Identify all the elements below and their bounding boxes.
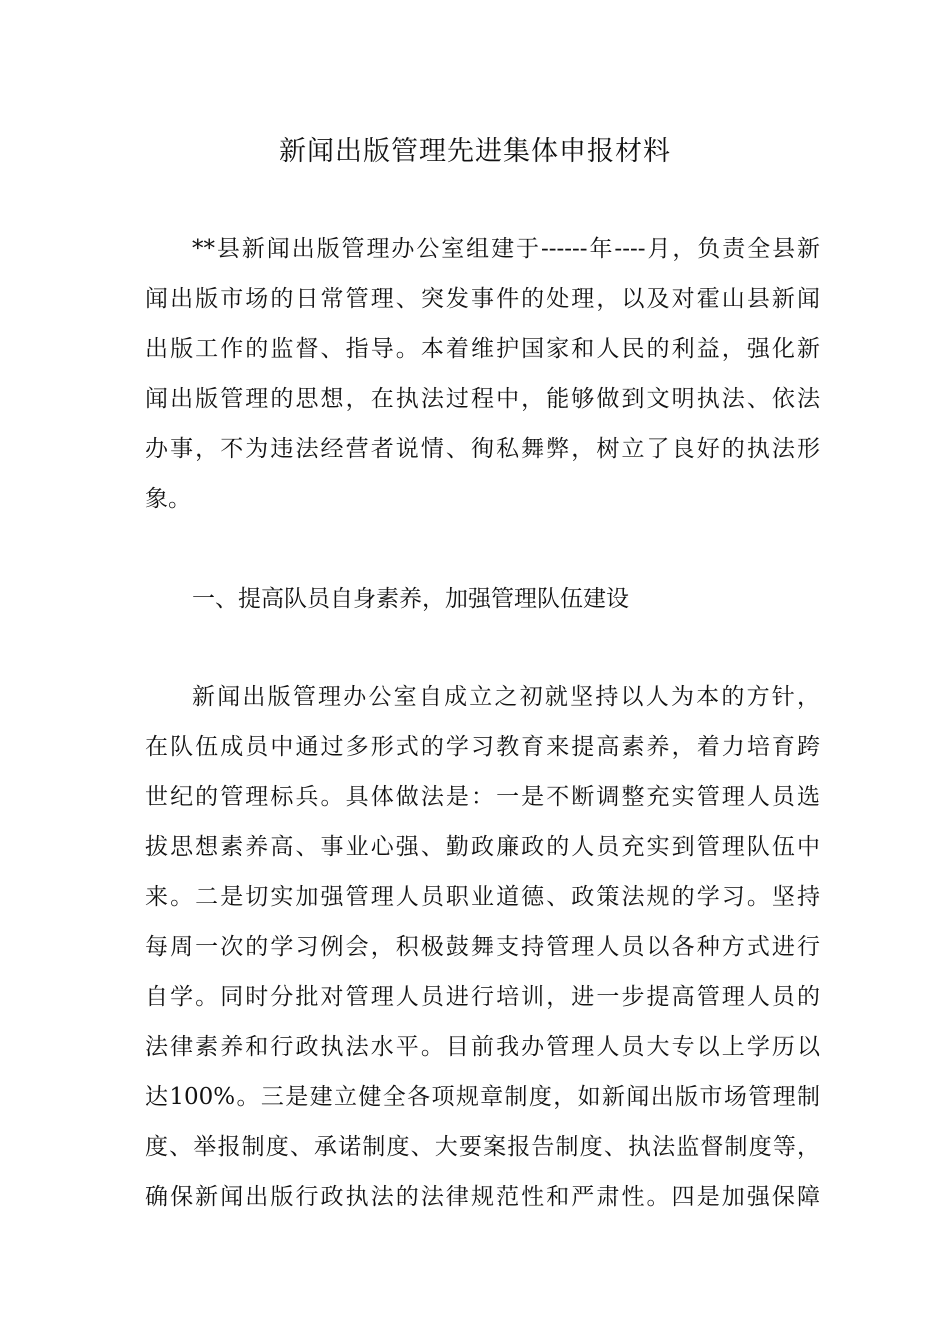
paragraph-line: 每周一次的学习例会，积极鼓舞支持管理人员以各种方式进行 xyxy=(145,934,820,960)
paragraph-line: 法律素养和行政执法水平。目前我办管理人员大专以上学历以 xyxy=(145,1034,820,1060)
paragraph-line: 拔思想素养高、事业心强、勤政廉政的人员充实到管理队伍中 xyxy=(145,834,820,860)
paragraph-line: 出版工作的监督、指导。本着维护国家和人民的利益，强化新 xyxy=(145,336,820,362)
paragraph-line: 闻出版管理的思想，在执法过程中，能够做到文明执法、依法 xyxy=(145,386,820,412)
paragraph-line: 在队伍成员中通过多形式的学习教育来提高素养，着力培育跨 xyxy=(145,734,820,760)
paragraph-line: 新闻出版管理办公室自成立之初就坚持以人为本的方针， xyxy=(192,684,820,710)
body-paragraph xyxy=(145,672,820,1222)
paragraph-line: 象。 xyxy=(145,486,191,512)
paragraph-line: 来。二是切实加强管理人员职业道德、政策法规的学习。坚持 xyxy=(145,884,820,910)
paragraph-line: 世纪的管理标兵。具体做法是：一是不断调整充实管理人员选 xyxy=(145,784,820,810)
document-title: 新闻出版管理先进集体申报材料 xyxy=(279,136,671,167)
section-heading xyxy=(145,574,820,624)
paragraph-line: 自学。同时分批对管理人员进行培训，进一步提高管理人员的 xyxy=(145,984,820,1010)
paragraph-line: 度、举报制度、承诺制度、大要案报告制度、执法监督制度等， xyxy=(145,1134,820,1160)
paragraph-line: 办事，不为违法经营者说情、徇私舞弊，树立了良好的执法形 xyxy=(145,436,820,462)
paragraph-line: **县新闻出版管理办公室组建于------年----月，负责全县新 xyxy=(192,236,820,262)
section-heading-text: 一、提高队员自身素养，加强管理队伍建设 xyxy=(192,586,629,612)
paragraph-line: 闻出版市场的日常管理、突发事件的处理，以及对霍山县新闻 xyxy=(145,286,820,312)
paragraph-line: 确保新闻出版行政执法的法律规范性和严肃性。四是加强保障 xyxy=(145,1184,820,1210)
paragraph-line: 达100%。三是建立健全各项规章制度，如新闻出版市场管理制 xyxy=(145,1084,820,1110)
intro-paragraph xyxy=(145,224,820,524)
